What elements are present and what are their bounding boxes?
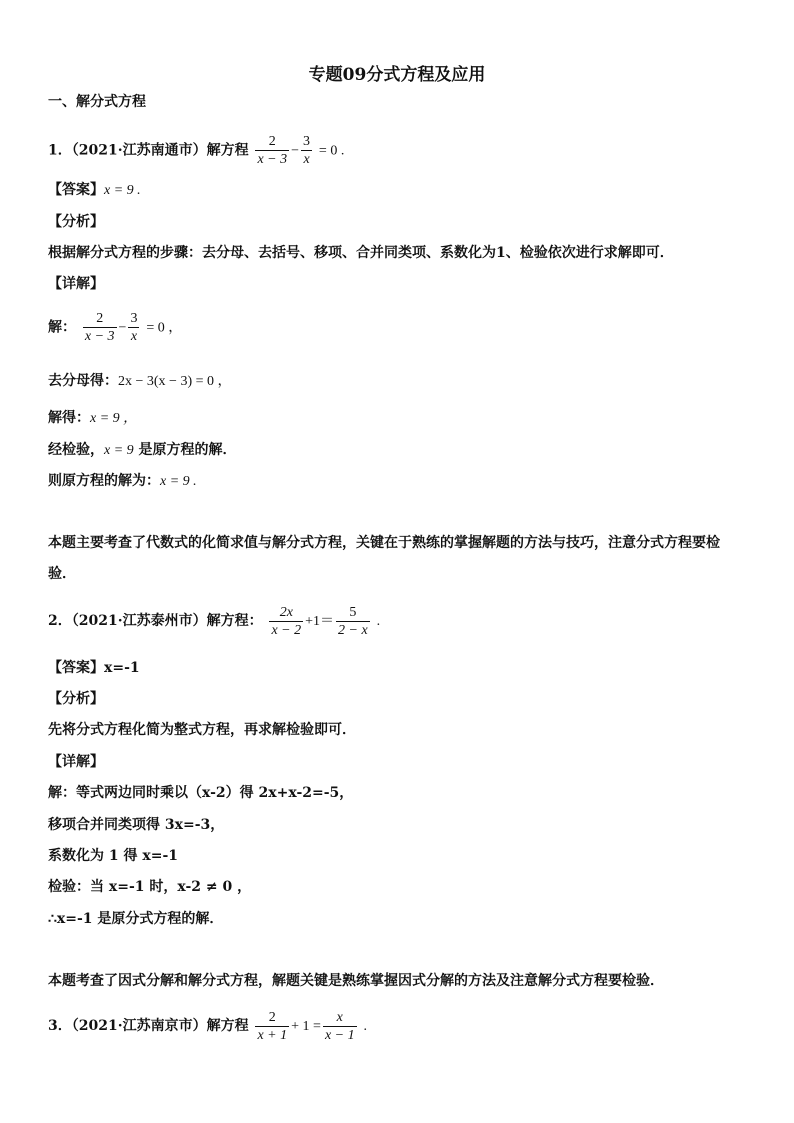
q1-fraction-1: $\frac{2}{x - 3}$ <box>257 134 288 167</box>
q3-statement: 3．（2021·江苏南京市）解方程 $\frac{2}{x + 1}$ + 1 = $\frac{x}{x - 1}$ . <box>48 1009 367 1043</box>
q1-summary-line-2: 验． <box>48 566 76 582</box>
q2-statement: 2．（2021·江苏泰州市）解方程： $\frac{2x}{x - 2}$ +1＝ $\frac{5}{2 - x}$ . <box>48 604 381 638</box>
q2-analysis-label: 【分析】 <box>48 691 104 707</box>
q1-detail-label: 【详解】 <box>48 276 104 292</box>
q3-fraction-2: $\frac{x}{x - 1}$ <box>324 1009 355 1043</box>
q2-detail-1: 解：等式两边同时乘以（x-2）得 2x+x-2=-5， <box>48 785 354 801</box>
q2-detail-2: 移项合并同类项得 3x=-3， <box>48 817 225 833</box>
q2-answer: 【答案】x=-1 <box>48 660 140 676</box>
q1-step-3: 经检验，x = 9 是原方程的解． <box>48 442 237 458</box>
q2-analysis: 先将分式方程化简为整式方程，再求解检验即可． <box>48 722 356 738</box>
q2-summary: 本题考查了因式分解和解分式方程，解题关键是熟练掌握因式分解的方法及注意解分式方程要检验． <box>48 973 664 989</box>
q1-prefix: 1．（2021·江苏南通市）解方程 <box>48 142 249 159</box>
q2-fraction-1: $\frac{2x}{x - 2}$ <box>271 604 302 638</box>
q3-fraction-1: $\frac{2}{x + 1}$ <box>257 1009 288 1043</box>
q1-answer: 【答案】x = 9 . <box>48 182 141 198</box>
q2-detail-label: 【详解】 <box>48 754 104 770</box>
q1-step-4: 则原方程的解为：x = 9 . <box>48 473 197 489</box>
q1-detail-equation: 解： $\frac{2}{x - 3}$ − $\frac{3}{x}$ = 0 ， <box>48 311 183 344</box>
q1-step-1: 去分母得：2x − 3(x − 3) = 0 ， <box>48 373 232 389</box>
section-heading: 一、解分式方程 <box>48 94 146 110</box>
q1-statement: 1．（2021·江苏南通市）解方程 $\frac{2}{x - 3}$ − $\frac{3}{x}$ = 0 . <box>48 134 345 167</box>
q1-step-2: 解得：x = 9 ， <box>48 410 138 426</box>
q1-analysis: 根据解分式方程的步骤：去分母、去括号、移项、合并同类项、系数化为1、检验依次进行求解即可． <box>48 245 674 261</box>
q1-fraction-2: $\frac{3}{x}$ <box>303 134 311 167</box>
q2-fraction-2: $\frac{5}{2 - x}$ <box>338 604 368 638</box>
q1-summary-line-1: 本题主要考查了代数式的化简求值与解分式方程，关键在于熟练的掌握解题的方法与技巧，注意分式方程要检 <box>48 535 720 551</box>
q2-detail-3: 系数化为 1 得 x=-1 <box>48 848 178 864</box>
q2-detail-5: ∴x=-1 是原分式方程的解． <box>48 911 224 927</box>
page-title: 专题09分式方程及应用 <box>308 65 486 85</box>
q2-detail-4: 检验：当 x=-1 时，x-2 ≠ 0 ， <box>48 879 252 895</box>
q1-analysis-label: 【分析】 <box>48 214 104 230</box>
